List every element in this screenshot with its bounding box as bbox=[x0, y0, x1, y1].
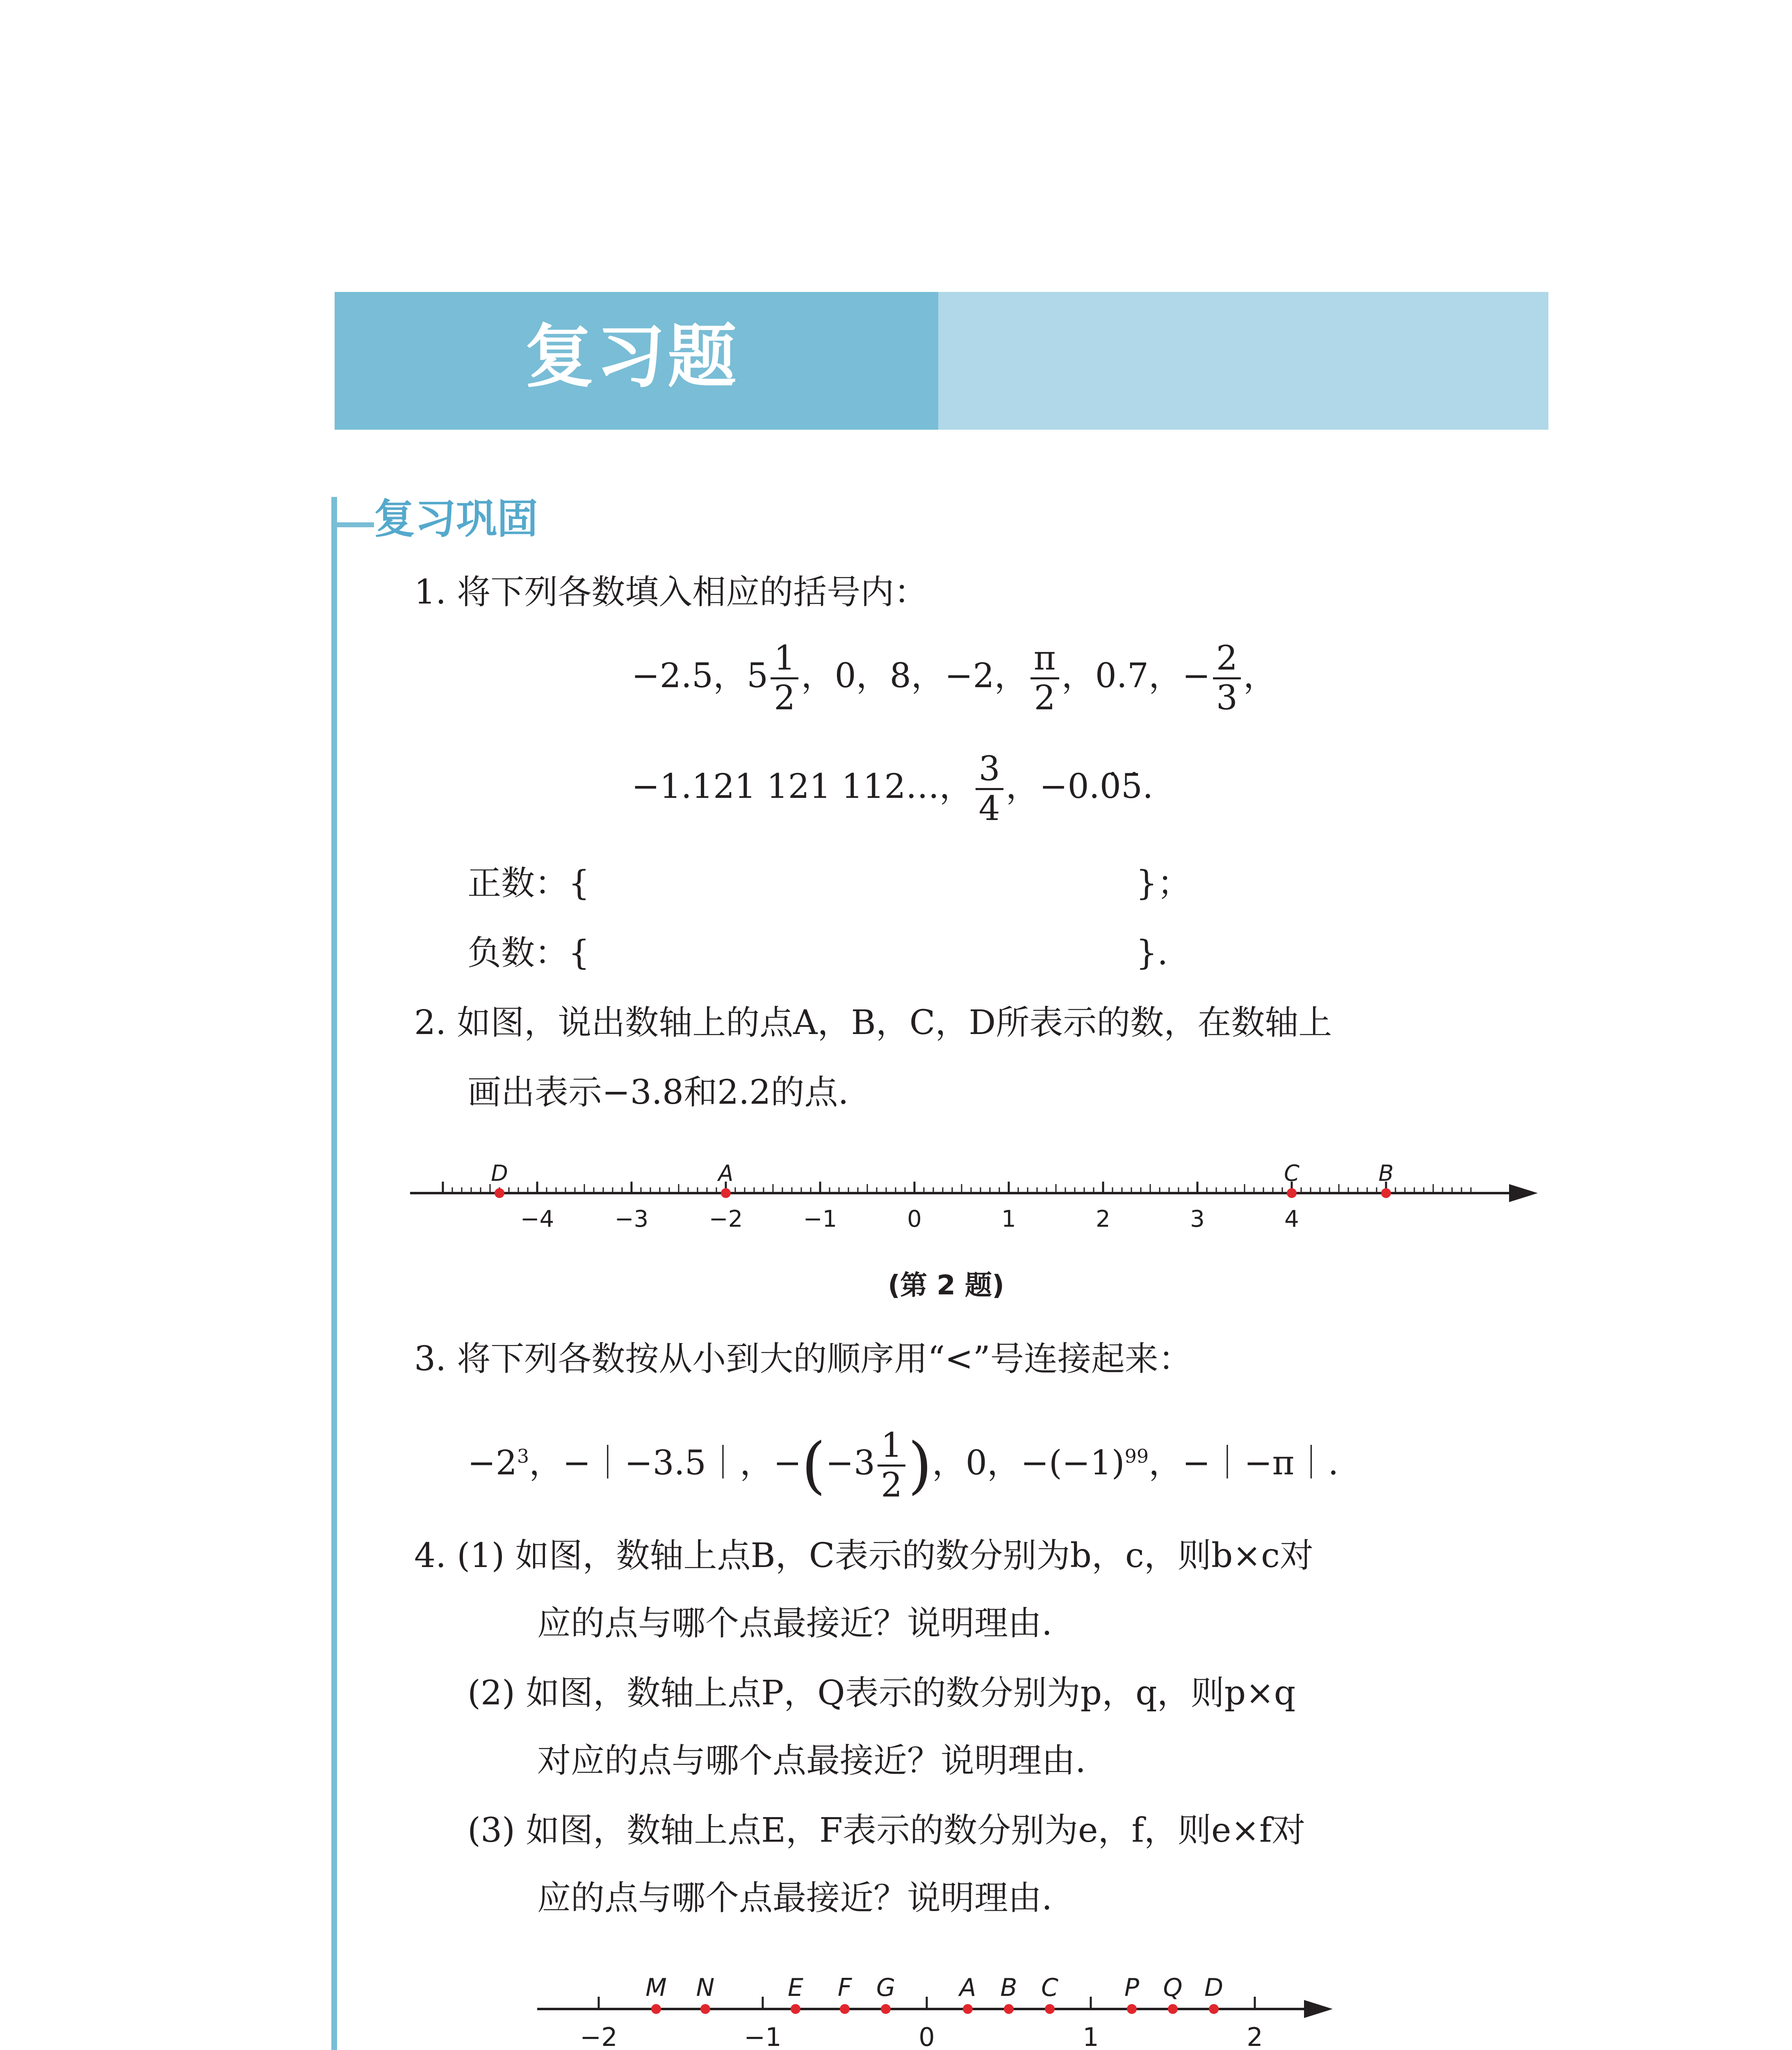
point-label: D bbox=[1204, 1973, 1224, 2002]
point-marker bbox=[963, 2004, 973, 2014]
point-label: G bbox=[876, 1973, 896, 2002]
point-label: C bbox=[1041, 1973, 1058, 2002]
q3-half-fraction bbox=[878, 1427, 905, 1504]
q4-number-line bbox=[525, 1960, 1345, 2050]
q3-prompt: 3. 将下列各数按从小到大的顺序用“<”号连接起来： bbox=[414, 1339, 1192, 1378]
q2-prompt-line-2: 画出表示−3.8和2.2的点. bbox=[467, 1073, 849, 1112]
page-title: 复习题 bbox=[525, 317, 739, 397]
q1-row1-part-c: ，0.7，− bbox=[1061, 656, 1211, 695]
point-marker bbox=[840, 2004, 850, 2014]
tick-label: 2 bbox=[1096, 1206, 1110, 1232]
q1-negative-close: }. bbox=[1136, 934, 1168, 973]
point-label: F bbox=[837, 1973, 852, 2002]
q3-expression bbox=[467, 1427, 1339, 1504]
point-label: M bbox=[645, 1973, 667, 2002]
point-marker bbox=[495, 1188, 504, 1198]
tick-label: −1 bbox=[744, 2022, 782, 2050]
q3-term-d: ，0，−(−1) bbox=[932, 1444, 1125, 1483]
q3-term-b: ，−｜−3.5｜，− bbox=[529, 1444, 802, 1483]
point-label: B bbox=[1378, 1160, 1394, 1186]
q3-half-num: 1 bbox=[878, 1427, 905, 1467]
point-marker bbox=[791, 2004, 800, 2014]
point-label: B bbox=[1000, 1973, 1017, 2002]
q1-row1-part-a: −2.5，5 bbox=[632, 656, 768, 695]
tick-label: −4 bbox=[520, 1206, 554, 1232]
q1-number-row-1 bbox=[632, 640, 1277, 717]
point-marker bbox=[1287, 1188, 1297, 1198]
tick-label: −1 bbox=[803, 1206, 837, 1232]
tick-label: 1 bbox=[1001, 1206, 1016, 1232]
section-horizontal-rule bbox=[331, 522, 374, 527]
banner-right-block bbox=[938, 292, 1548, 430]
point-label: E bbox=[788, 1973, 803, 2002]
point-label: P bbox=[1124, 1973, 1140, 2002]
tick-label: −2 bbox=[709, 1206, 743, 1232]
section-vertical-rule bbox=[331, 497, 337, 2050]
q1-positive-close: }； bbox=[1136, 864, 1191, 903]
q1-mixed-num: 1 bbox=[771, 640, 798, 679]
q3-term-a: −2 bbox=[467, 1444, 517, 1483]
q1-two-thirds-den: 3 bbox=[1216, 679, 1238, 718]
point-label: C bbox=[1284, 1160, 1300, 1186]
point-marker bbox=[1381, 1188, 1391, 1198]
q4-part3-line-2: 应的点与哪个点最接近？说明理由. bbox=[537, 1879, 1053, 1918]
q4-part2-line-2: 对应的点与哪个点最接近？说明理由. bbox=[537, 1741, 1086, 1780]
q1-number-row-2 bbox=[632, 750, 1153, 828]
point-label: D bbox=[491, 1160, 508, 1186]
q1-prompt: 1. 将下列各数填入相应的括号内： bbox=[414, 573, 928, 612]
q3-term-a-exponent: 3 bbox=[517, 1445, 529, 1467]
point-label: A bbox=[718, 1160, 734, 1186]
point-marker bbox=[1168, 2004, 1178, 2014]
point-marker bbox=[1004, 2004, 1014, 2014]
point-label: A bbox=[959, 1973, 976, 2002]
q3-left-paren: ( bbox=[801, 1430, 826, 1501]
tick-label: 1 bbox=[1083, 2022, 1099, 2050]
q1-three-quarters-fraction bbox=[976, 750, 1003, 828]
q1-two-thirds-num: 2 bbox=[1213, 640, 1241, 679]
point-marker bbox=[881, 2004, 891, 2014]
point-marker bbox=[721, 1188, 731, 1198]
point-marker bbox=[651, 2004, 661, 2014]
q2-figure-caption: (第 2 题) bbox=[888, 1269, 1005, 1301]
point-label: N bbox=[696, 1973, 715, 2002]
q4-part2-line-1: (2) 如图，数轴上点P，Q表示的数分别为p，q，则p×q bbox=[467, 1674, 1296, 1713]
axis-arrow-icon bbox=[1509, 1184, 1538, 1202]
q1-mixed-den: 2 bbox=[774, 679, 796, 718]
q3-term-e: ，−｜−π｜. bbox=[1149, 1444, 1339, 1483]
point-marker bbox=[1045, 2004, 1055, 2014]
q1-mixed-fraction bbox=[771, 640, 798, 717]
q1-row1-part-b: ，0，8，−2， bbox=[801, 656, 1028, 695]
q3-right-paren: ) bbox=[908, 1430, 932, 1501]
q4-part3-line-1: (3) 如图，数轴上点E，F表示的数分别为e，f，则e×f对 bbox=[467, 1811, 1306, 1850]
q1-pi-fraction bbox=[1031, 640, 1059, 717]
q1-pi-num: π bbox=[1031, 640, 1059, 679]
q4-part1-line-1: 4. (1) 如图，数轴上点B，C表示的数分别为b，c，则b×c对 bbox=[414, 1536, 1314, 1575]
q1-negative-label: 负数：{ bbox=[467, 934, 590, 973]
point-marker bbox=[700, 2004, 710, 2014]
tick-label: −3 bbox=[614, 1206, 649, 1232]
point-marker bbox=[1209, 2004, 1219, 2014]
q3-half-den: 2 bbox=[881, 1466, 903, 1505]
q1-pi-den: 2 bbox=[1034, 679, 1056, 718]
axis-arrow-icon bbox=[1304, 2000, 1333, 2018]
q1-row1-part-d: ， bbox=[1243, 656, 1277, 695]
q3-term-d-exponent: 99 bbox=[1124, 1445, 1149, 1467]
q1-three-quarters-den: 4 bbox=[978, 789, 1000, 828]
tick-label: 0 bbox=[907, 1206, 922, 1232]
q4-part1-line-2: 应的点与哪个点最接近？说明理由. bbox=[537, 1604, 1053, 1643]
q1-three-quarters-num: 3 bbox=[976, 750, 1003, 790]
tick-label: 3 bbox=[1190, 1206, 1205, 1232]
q1-row2-part-b: ，−0.0̇5̇. bbox=[1005, 767, 1154, 806]
point-label: Q bbox=[1163, 1973, 1183, 2002]
tick-label: 4 bbox=[1284, 1206, 1299, 1232]
tick-label: −2 bbox=[580, 2022, 618, 2050]
q3-term-c: −3 bbox=[825, 1444, 875, 1483]
q1-positive-label: 正数：{ bbox=[467, 864, 590, 903]
q1-two-thirds-fraction bbox=[1213, 640, 1241, 717]
section-title: 复习巩固 bbox=[374, 495, 538, 543]
point-marker bbox=[1127, 2004, 1137, 2014]
tick-label: 2 bbox=[1247, 2022, 1263, 2050]
q1-row2-part-a: −1.121 121 112…， bbox=[632, 767, 973, 806]
tick-label: 0 bbox=[919, 2022, 935, 2050]
q2-prompt-line-1: 2. 如图，说出数轴上的点A，B，C，D所表示的数，在数轴上 bbox=[414, 1003, 1332, 1042]
q2-number-line bbox=[394, 1148, 1550, 1246]
